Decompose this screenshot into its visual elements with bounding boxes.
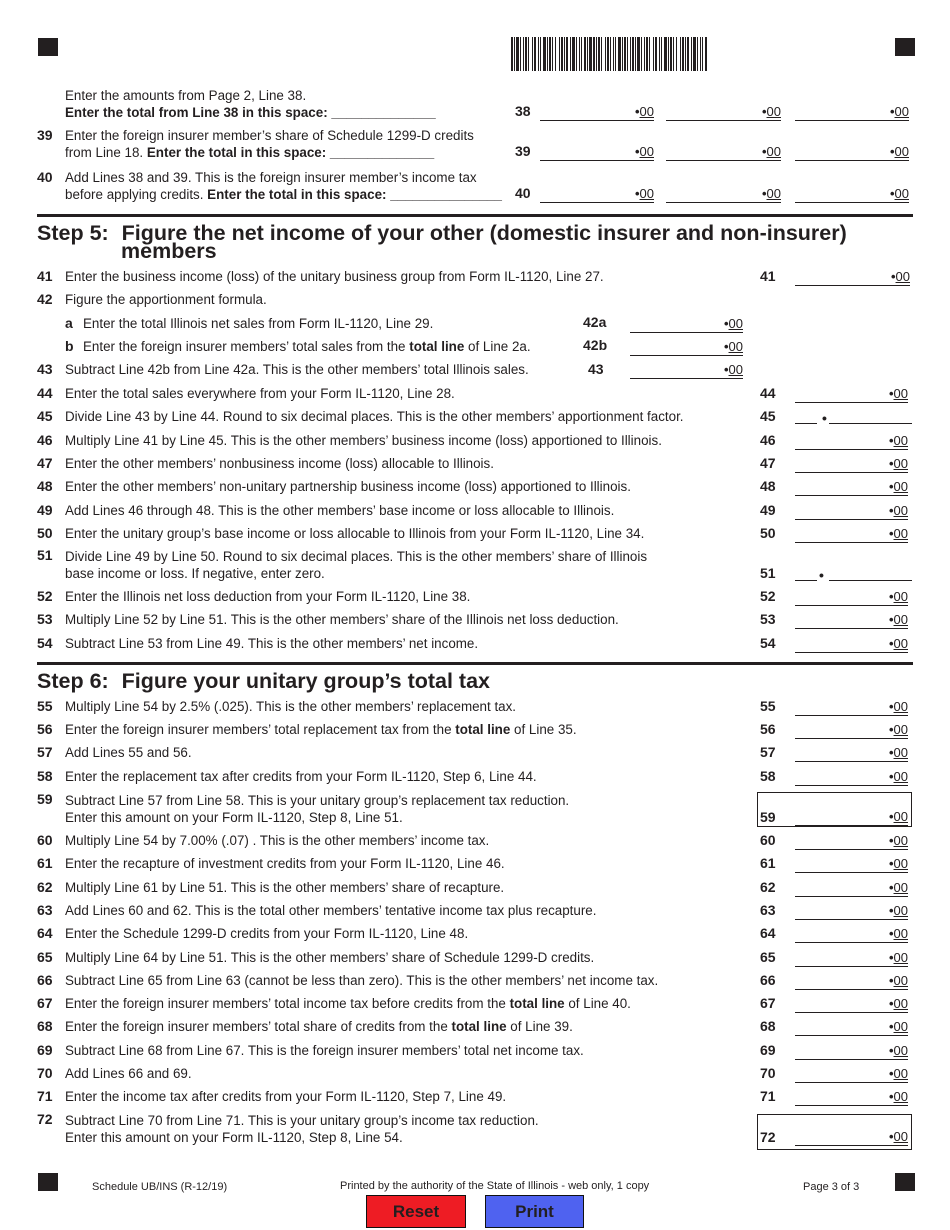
line-number: 62 — [37, 878, 53, 895]
line54-field[interactable]: •00 — [795, 636, 908, 653]
line-number: 42 — [37, 291, 53, 307]
line44-text: Enter the total sales everywhere from your Form IL-1120, Line 28. — [65, 386, 455, 401]
barcode-bar — [637, 37, 640, 71]
line43-field[interactable]: •00 — [630, 362, 743, 379]
barcode-bar — [564, 37, 565, 71]
line-ref: 52 — [760, 588, 776, 604]
line56-field[interactable]: •00 — [795, 722, 908, 739]
step5-label: Step 5: — [37, 221, 109, 245]
line64-text: Enter the Schedule 1299-D credits from your Form IL-1120, Line 48. — [65, 926, 469, 942]
barcode-bar — [653, 37, 654, 71]
line56-text: Enter the foreign insurer members’ total replacement tax from the total line of Line 35. — [65, 722, 577, 738]
print-button[interactable]: Print — [485, 1195, 584, 1228]
line62-field[interactable]: •00 — [795, 880, 908, 897]
line59-field[interactable]: •00 — [795, 809, 908, 826]
line61-field[interactable]: •00 — [795, 856, 908, 873]
barcode-bar — [607, 37, 609, 71]
registration-mark — [895, 1173, 915, 1191]
step6-label: Step 6: — [37, 669, 109, 693]
line-number: 49 — [37, 501, 53, 518]
line66-text: Subtract Line 65 from Line 63 (cannot be less than zero). This is the other members’ net income tax. — [65, 972, 659, 988]
line50-text: Enter the unitary group’s base income or loss allocable to Illinois from your Form IL-1120, Line 34. — [65, 525, 645, 541]
line-ref: 49 — [760, 501, 776, 518]
barcode-bar — [613, 37, 614, 71]
line39-col3-field[interactable]: •00 — [795, 144, 909, 161]
line40-text-cont: before applying credits. Enter the total in this space: _______________ — [65, 187, 502, 202]
line50-field[interactable]: •00 — [795, 526, 908, 543]
line46-field[interactable]: •00 — [795, 433, 908, 450]
barcode-bar — [670, 37, 672, 71]
line38-col1-field[interactable]: •00 — [540, 104, 654, 121]
barcode-bar — [659, 37, 660, 71]
line-number: 61 — [37, 855, 53, 872]
line-number: 54 — [37, 634, 53, 651]
line54-text: Subtract Line 53 from Line 49. This is the other members’ net income. — [65, 635, 479, 651]
line65-field[interactable]: •00 — [795, 950, 908, 967]
line64-field[interactable]: •00 — [795, 926, 908, 943]
line55-text: Multiply Line 54 by 2.5% (.025). This is the other members’ replacement tax. — [65, 699, 517, 714]
barcode-bar — [661, 37, 662, 71]
section-rule — [37, 214, 913, 217]
line-ref: 62 — [760, 878, 776, 895]
line41-text: Enter the business income (loss) of the unitary business group from Form IL-1120, Line 27. — [65, 269, 604, 284]
barcode-bar — [532, 37, 533, 71]
barcode-bar — [601, 37, 602, 71]
line42b-field[interactable]: •00 — [630, 339, 743, 356]
barcode-bar — [598, 37, 600, 71]
barcode-bar — [549, 37, 551, 71]
line52-field[interactable]: •00 — [795, 589, 908, 606]
barcode-bar — [561, 37, 563, 71]
line-ref: 72 — [760, 1129, 776, 1145]
line38-text-cont: Enter the total from Line 38 in this space: ______________ — [65, 105, 436, 120]
line-ref: 43 — [588, 361, 604, 377]
line71-text: Enter the income tax after credits from your Form IL-1120, Step 7, Line 49. — [65, 1089, 507, 1105]
line72-text: Subtract Line 70 from Line 71. This is your unitary group’s income tax reduction. — [65, 1113, 539, 1128]
line44-field[interactable]: •00 — [795, 386, 908, 403]
barcode-bar — [523, 37, 524, 71]
line-ref: 56 — [760, 721, 776, 738]
line-number: 40 — [37, 169, 53, 185]
line-number: 63 — [37, 901, 53, 918]
barcode-bar — [514, 37, 515, 71]
line53-field[interactable]: •00 — [795, 612, 908, 629]
line70-text: Add Lines 66 and 69. — [65, 1066, 192, 1081]
line40-col3-field[interactable]: •00 — [795, 186, 909, 203]
line42b-text: Enter the foreign insurer members’ total sales from the total line of Line 2a. — [83, 339, 531, 354]
line-number: 58 — [37, 767, 53, 784]
line41-field[interactable]: •00 — [795, 269, 910, 286]
line69-text: Subtract Line 68 from Line 67. This is the foreign insurer members’ total net income tax. — [65, 1042, 584, 1058]
barcode-bar — [635, 37, 636, 71]
line-number: 48 — [37, 478, 53, 495]
line-ref: 70 — [760, 1065, 776, 1081]
barcode-bar — [547, 37, 548, 71]
step5-title: Figure the net income of your other (domestic insurer and non-insurer) — [121, 221, 847, 245]
step6-heading — [37, 671, 490, 691]
step6-title: Figure your unitary group’s total tax — [121, 669, 490, 693]
line38-col3-field[interactable]: •00 — [795, 104, 909, 121]
line-ref: 50 — [760, 524, 776, 541]
line-number: 70 — [37, 1065, 53, 1081]
line-letter: a — [65, 315, 73, 331]
line-ref: 46 — [760, 431, 776, 448]
line53-text: Multiply Line 52 by Line 51. This is the other members’ share of the Illinois net loss deduction. — [65, 612, 619, 628]
barcode-bar — [673, 37, 674, 71]
line55-field[interactable]: •00 — [795, 699, 908, 716]
line70-field[interactable]: •00 — [795, 1066, 908, 1083]
barcode-bar — [593, 37, 595, 71]
barcode-bar — [627, 37, 628, 71]
line-ref: 57 — [760, 744, 776, 761]
line-ref: 58 — [760, 767, 776, 784]
line-ref: 51 — [760, 565, 776, 581]
line-number: 47 — [37, 454, 53, 471]
barcode-bar — [618, 37, 621, 71]
barcode-bar — [566, 37, 568, 71]
line63-text: Add Lines 60 and 62. This is the total other members’ tentative income tax plus recapture. — [65, 902, 597, 918]
barcode-bar — [543, 37, 546, 71]
barcode-bar — [622, 37, 623, 71]
line72-field[interactable]: •00 — [795, 1129, 908, 1146]
line-ref: 40 — [515, 185, 531, 201]
line39-text-cont: from Line 18. Enter the total in this space: ______________ — [65, 145, 435, 160]
barcode-bar — [589, 37, 592, 71]
line62-text: Multiply Line 61 by Line 51. This is the other members’ share of recapture. — [65, 879, 505, 895]
line68-text: Enter the foreign insurer members’ total share of credits from the total line of Line 39. — [65, 1019, 573, 1035]
barcode — [511, 37, 708, 71]
line-number: 44 — [37, 385, 53, 401]
barcode-bar — [581, 37, 582, 71]
line42a-text: Enter the total Illinois net sales from Form IL-1120, Line 29. — [83, 316, 434, 331]
line71-field[interactable]: •00 — [795, 1089, 908, 1106]
section-rule — [37, 662, 913, 665]
line-ref: 60 — [760, 832, 776, 848]
line60-text: Multiply Line 54 by 7.00% (.07) . This is the other members’ income tax. — [65, 833, 490, 848]
line52-text: Enter the Illinois net loss deduction from your Form IL-1120, Line 38. — [65, 589, 471, 604]
line59-text-cont: Enter this amount on your Form IL-1120, Step 8, Line 51. — [65, 810, 403, 825]
barcode-bar — [664, 37, 667, 71]
line39-text: Enter the foreign insurer member’s share of Schedule 1299-D credits — [65, 128, 474, 143]
line-number: 45 — [37, 408, 53, 425]
line61-text: Enter the recapture of investment credits from your Form IL-1120, Line 46. — [65, 856, 505, 872]
line59-text: Subtract Line 57 from Line 58. This is your unitary group’s replacement tax reduction. — [65, 793, 570, 808]
line-ref: 61 — [760, 855, 776, 872]
barcode-bar — [596, 37, 597, 71]
line45-text: Divide Line 43 by Line 44. Round to six decimal places. This is the other members’ apportionment factor. — [65, 409, 684, 425]
line47-text: Enter the other members’ nonbusiness income (loss) allocable to Illinois. — [65, 455, 494, 471]
line47-field[interactable]: •00 — [795, 456, 908, 473]
line40-col2-field[interactable]: •00 — [666, 186, 781, 203]
barcode-bar — [572, 37, 575, 71]
barcode-bar — [605, 37, 606, 71]
line68-field[interactable]: •00 — [795, 1019, 908, 1036]
line-ref: 64 — [760, 925, 776, 942]
line-number: 46 — [37, 431, 53, 448]
barcode-bar — [693, 37, 696, 71]
registration-mark — [38, 1173, 58, 1191]
line-ref: 71 — [760, 1088, 776, 1105]
barcode-bar — [685, 37, 686, 71]
registration-mark — [895, 38, 915, 56]
barcode-bar — [576, 37, 577, 71]
line-ref: 55 — [760, 698, 776, 714]
line48-text: Enter the other members’ non-unitary partnership business income (loss) apportioned to Illinois. — [65, 479, 631, 495]
barcode-bar — [552, 37, 553, 71]
line-number: 68 — [37, 1018, 53, 1035]
barcode-bar — [555, 37, 556, 71]
line39-col1-field[interactable]: •00 — [540, 144, 654, 161]
line-ref: 42b — [583, 337, 608, 353]
barcode-bar — [559, 37, 560, 71]
line-ref: 45 — [760, 408, 776, 425]
line-number: 59 — [37, 791, 53, 807]
line38-text: Enter the amounts from Page 2, Line 38. — [65, 88, 307, 103]
barcode-bar — [570, 37, 571, 71]
line66-field[interactable]: •00 — [795, 973, 908, 990]
line-number: 55 — [37, 698, 53, 714]
barcode-bar — [691, 37, 692, 71]
line67-field[interactable]: •00 — [795, 996, 908, 1013]
line-number: 69 — [37, 1041, 53, 1058]
line-number: 72 — [37, 1111, 53, 1127]
line-number: 60 — [37, 832, 53, 848]
line-number: 50 — [37, 524, 53, 541]
line-ref: 53 — [760, 611, 776, 628]
line42a-field[interactable]: •00 — [630, 316, 743, 333]
step5-title-cont: members — [121, 239, 217, 263]
line69-field[interactable]: •00 — [795, 1043, 908, 1060]
line-ref: 41 — [760, 268, 776, 284]
line43-text: Subtract Line 42b from Line 42a. This is the other members’ total Illinois sales. — [65, 362, 529, 377]
line57-field[interactable]: •00 — [795, 745, 908, 762]
line-ref: 59 — [760, 809, 776, 825]
line48-field[interactable]: •00 — [795, 479, 908, 496]
barcode-bar — [700, 37, 701, 71]
line38-col2-field[interactable]: •00 — [666, 104, 781, 121]
line49-text: Add Lines 46 through 48. This is the other members’ base income or loss allocable to Illinois. — [65, 502, 615, 518]
barcode-bar — [646, 37, 648, 71]
barcode-bar — [579, 37, 580, 71]
line-letter: b — [65, 338, 74, 354]
barcode-bar — [668, 37, 669, 71]
barcode-bar — [538, 37, 539, 71]
barcode-bar — [705, 37, 707, 71]
barcode-bar — [680, 37, 681, 71]
line-number: 71 — [37, 1088, 53, 1105]
registration-mark — [38, 38, 58, 56]
barcode-bar — [632, 37, 634, 71]
line72-text-cont: Enter this amount on your Form IL-1120, Step 8, Line 54. — [65, 1130, 403, 1145]
barcode-bar — [534, 37, 536, 71]
line-ref: 47 — [760, 454, 776, 471]
line65-text: Multiply Line 64 by Line 51. This is the other members’ share of Schedule 1299-D credits. — [65, 949, 595, 965]
line-ref: 69 — [760, 1041, 776, 1058]
barcode-bar — [528, 37, 529, 71]
barcode-bar — [682, 37, 684, 71]
barcode-bar — [655, 37, 657, 71]
barcode-bar — [624, 37, 626, 71]
line-ref: 48 — [760, 478, 776, 495]
barcode-bar — [584, 37, 586, 71]
line51-field[interactable]: • — [795, 565, 912, 581]
barcode-bar — [540, 37, 541, 71]
page-number: Page 3 of 3 — [803, 1181, 860, 1193]
barcode-bar — [702, 37, 703, 71]
line57-text: Add Lines 55 and 56. — [65, 745, 192, 761]
line51-text-cont: base income or loss. If negative, enter zero. — [65, 566, 325, 581]
line46-text: Multiply Line 41 by Line 45. This is the other members’ business income (loss) apportioned to Illinois. — [65, 432, 662, 448]
barcode-bar — [676, 37, 677, 71]
barcode-bar — [520, 37, 521, 71]
line-number: 43 — [37, 361, 53, 377]
line63-field[interactable]: •00 — [795, 903, 908, 920]
line-ref: 42a — [583, 314, 607, 330]
line42-text: Figure the apportionment formula. — [65, 292, 267, 307]
barcode-bar — [630, 37, 631, 71]
barcode-bar — [687, 37, 689, 71]
line45-field[interactable]: • — [795, 408, 912, 424]
line-ref: 44 — [760, 385, 776, 401]
barcode-bar — [516, 37, 519, 71]
reset-button[interactable]: Reset — [366, 1195, 466, 1228]
line49-field[interactable]: •00 — [795, 503, 908, 520]
line-ref: 67 — [760, 995, 776, 1012]
barcode-bar — [511, 37, 513, 71]
line-ref: 54 — [760, 634, 776, 651]
form-id: Schedule UB/INS (R-12/19) — [92, 1181, 228, 1193]
print-authority: Printed by the authority of the State of Illinois - web only, 1 copy — [340, 1180, 650, 1192]
barcode-bar — [644, 37, 645, 71]
line-ref: 68 — [760, 1018, 776, 1035]
line39-col2-field[interactable]: •00 — [666, 144, 781, 161]
line-number: 39 — [37, 127, 53, 143]
barcode-bar — [641, 37, 642, 71]
line-number: 52 — [37, 588, 53, 604]
line-number: 57 — [37, 744, 53, 761]
line-number: 53 — [37, 611, 53, 628]
line60-field[interactable]: •00 — [795, 833, 908, 850]
line-ref: 65 — [760, 948, 776, 965]
line-number: 67 — [37, 995, 53, 1012]
line-number: 65 — [37, 948, 53, 965]
line58-text: Enter the replacement tax after credits from your Form IL-1120, Step 6, Line 44. — [65, 768, 537, 784]
line-ref: 38 — [515, 103, 531, 119]
line58-field[interactable]: •00 — [795, 769, 908, 786]
barcode-bar — [697, 37, 698, 71]
barcode-bar — [615, 37, 616, 71]
line-number: 41 — [37, 268, 53, 284]
line40-text: Add Lines 38 and 39. This is the foreign insurer member’s income tax — [65, 170, 477, 185]
barcode-bar — [610, 37, 611, 71]
line51-text: Divide Line 49 by Line 50. Round to six decimal places. This is the other members’ share of Illinois — [65, 549, 648, 564]
line-ref: 63 — [760, 901, 776, 918]
line40-col1-field[interactable]: •00 — [540, 186, 654, 203]
line67-text: Enter the foreign insurer members’ total income tax before credits from the total line of Line 40. — [65, 996, 631, 1012]
line-number: 51 — [37, 547, 53, 563]
line-number: 56 — [37, 721, 53, 738]
barcode-bar — [649, 37, 650, 71]
line-ref: 66 — [760, 971, 776, 988]
line-number: 64 — [37, 925, 53, 942]
barcode-bar — [587, 37, 588, 71]
barcode-bar — [525, 37, 527, 71]
line-number: 66 — [37, 971, 53, 988]
line-ref: 39 — [515, 143, 531, 159]
